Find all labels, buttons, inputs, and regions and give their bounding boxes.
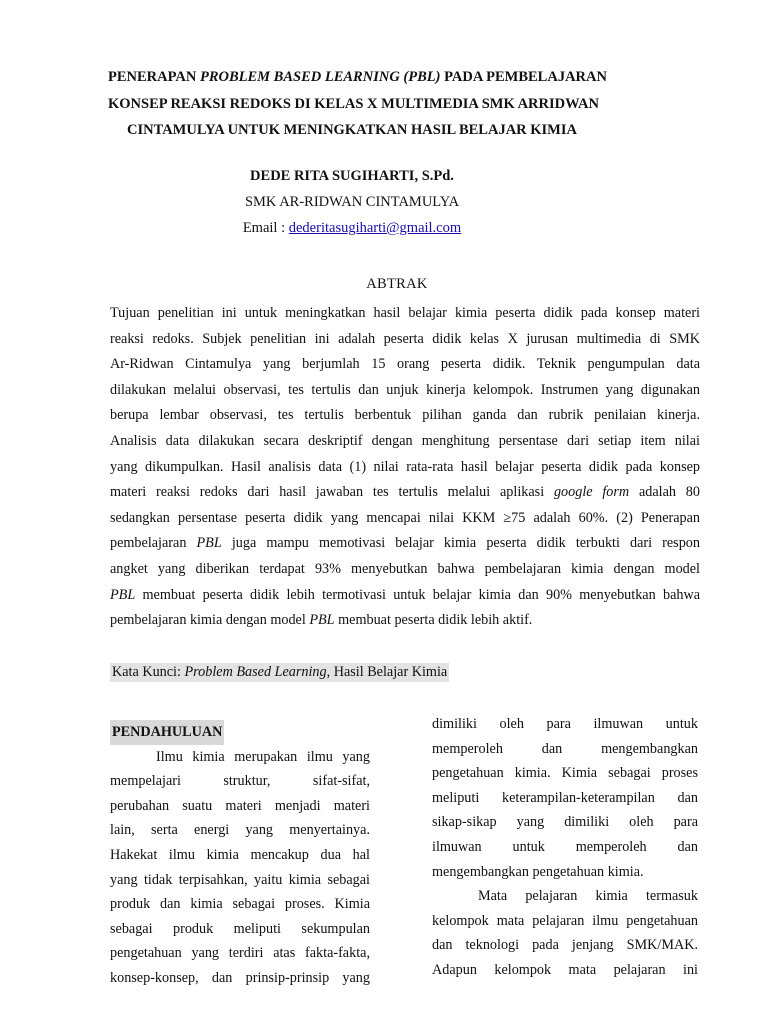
paper-title xyxy=(108,64,607,144)
intro-left-column xyxy=(110,720,370,991)
title-italic: PROBLEM BASED LEARNING (PBL) xyxy=(199,69,441,85)
abstract-line: pembelajaran PBL juga mampu memotivasi belajar kimia peserta didik terbukti dari respon xyxy=(110,535,700,552)
body-line: dan teknologi pada jenjang SMK/MAK. xyxy=(432,937,698,954)
title-line-1: PENERAPAN PROBLEM BASED LEARNING (PBL) PADA PEMBELAJARAN xyxy=(108,69,607,85)
body-line: pengetahuan kimia. Kimia sebagai proses xyxy=(432,765,698,782)
body-line: kelompok mata pelajaran ilmu pengetahuan xyxy=(432,912,698,929)
abstract-line: pembelajaran kimia dengan model PBL membuat peserta didik lebih aktif. xyxy=(110,612,533,629)
abstract-line: Analisis data dilakukan secara deskriptif dengan menghitung persentase dari setiap item nilai xyxy=(110,432,700,449)
abstract-line: materi reaksi redoks dari hasil jawaban tes tertulis melalui aplikasi google form adalah 80 xyxy=(110,484,700,501)
body-line: konsep-konsep, dan prinsip-prinsip yang xyxy=(110,969,370,986)
body-line: pengetahuan yang terdiri atas fakta-fakta, xyxy=(110,945,370,962)
abstract-body xyxy=(110,301,700,634)
author-name: DEDE RITA SUGIHARTI, S.Pd. xyxy=(250,168,454,184)
abstract-line: reaksi redoks. Subjek penelitian ini adalah peserta didik kelas X jurusan multimedia di SMK xyxy=(110,330,700,347)
body-line: memperoleh dan mengembangkan xyxy=(432,740,698,757)
body-line: dimiliki oleh para ilmuwan untuk xyxy=(432,716,698,732)
body-line: meliputi keterampilan-keterampilan dan xyxy=(432,789,698,806)
body-line: Mata pelajaran kimia termasuk xyxy=(478,888,698,905)
body-line: ilmuwan untuk memperoleh dan xyxy=(432,838,698,855)
title-line-2: KONSEP REAKSI REDOKS DI KELAS X MULTIMEDIA SMK ARRIDWAN xyxy=(108,95,599,112)
body-line: mempelajari struktur, sifat-sifat, xyxy=(110,773,370,790)
abstract-line: PBL membuat peserta didik lebih termotivasi untuk belajar kimia dan 90% menyebutkan bahwa xyxy=(110,586,700,603)
abstract-line: Tujuan penelitian ini untuk meningkatkan hasil belajar kimia peserta didik pada konsep materi xyxy=(110,305,700,321)
body-line: lain, serta energi yang menyertainya. xyxy=(110,822,370,839)
email-link[interactable]: dederitasugiharti@gmail.com xyxy=(288,220,462,236)
keywords: Kata Kunci: Problem Based Learning, Hasil Belajar Kimia xyxy=(112,664,448,680)
author-email: Email : dederitasugiharti@gmail.com xyxy=(242,220,462,236)
abstract-line: berupa lembar observasi, tes tertulis berbentuk pilihan ganda dan rubrik penilaian kinerja. xyxy=(110,407,700,424)
abstract-line: angket yang diberikan terdapat 93% menyebutkan bahwa pembelajaran kimia dengan model xyxy=(110,560,700,577)
body-line: produk dan kimia sebagai proses. Kimia xyxy=(110,896,370,913)
body-line: Hakekat ilmu kimia mencakup dua hal xyxy=(110,846,370,863)
abstract-line: sedangkan persentase peserta didik yang mencapai nilai KKM ≥75 adalah 60%. (2) Penerapan xyxy=(110,509,700,526)
body-line: Adapun kelompok mata pelajaran ini xyxy=(432,961,698,978)
body-line: sikap-sikap yang dimiliki oleh para xyxy=(432,814,698,831)
body-line: sebagai produk meliputi sekumpulan xyxy=(110,920,370,937)
body-line: Ilmu kimia merupakan ilmu yang xyxy=(156,748,370,765)
abstract-heading: ABTRAK xyxy=(366,276,428,292)
abstract-line: Ar-Ridwan Cintamulya yang berjumlah 15 orang peserta didik. Teknik pengumpulan data xyxy=(110,356,700,373)
abstract-line: dilakukan melalui observasi, tes tertulis dan unjuk kinerja kelompok. Instrumen yang digunakan xyxy=(110,381,700,398)
author-school: SMK AR-RIDWAN CINTAMULYA xyxy=(244,194,460,210)
body-line: yang tidak terpisahkan, yaitu kimia sebagai xyxy=(110,871,370,888)
body-line: perubahan suatu materi menjadi materi xyxy=(110,797,370,814)
abstract-line: yang dikumpulkan. Hasil analisis data (1) nilai rata-rata hasil belajar peserta didik pada konsep xyxy=(110,458,700,475)
body-line: mengembangkan pengetahuan kimia. xyxy=(432,863,644,880)
section-heading: PENDAHULUAN xyxy=(110,720,224,745)
title-line-3: CINTAMULYA UNTUK MENINGKATKAN HASIL BELAJAR KIMIA xyxy=(127,122,577,138)
intro-right-column xyxy=(432,712,698,983)
